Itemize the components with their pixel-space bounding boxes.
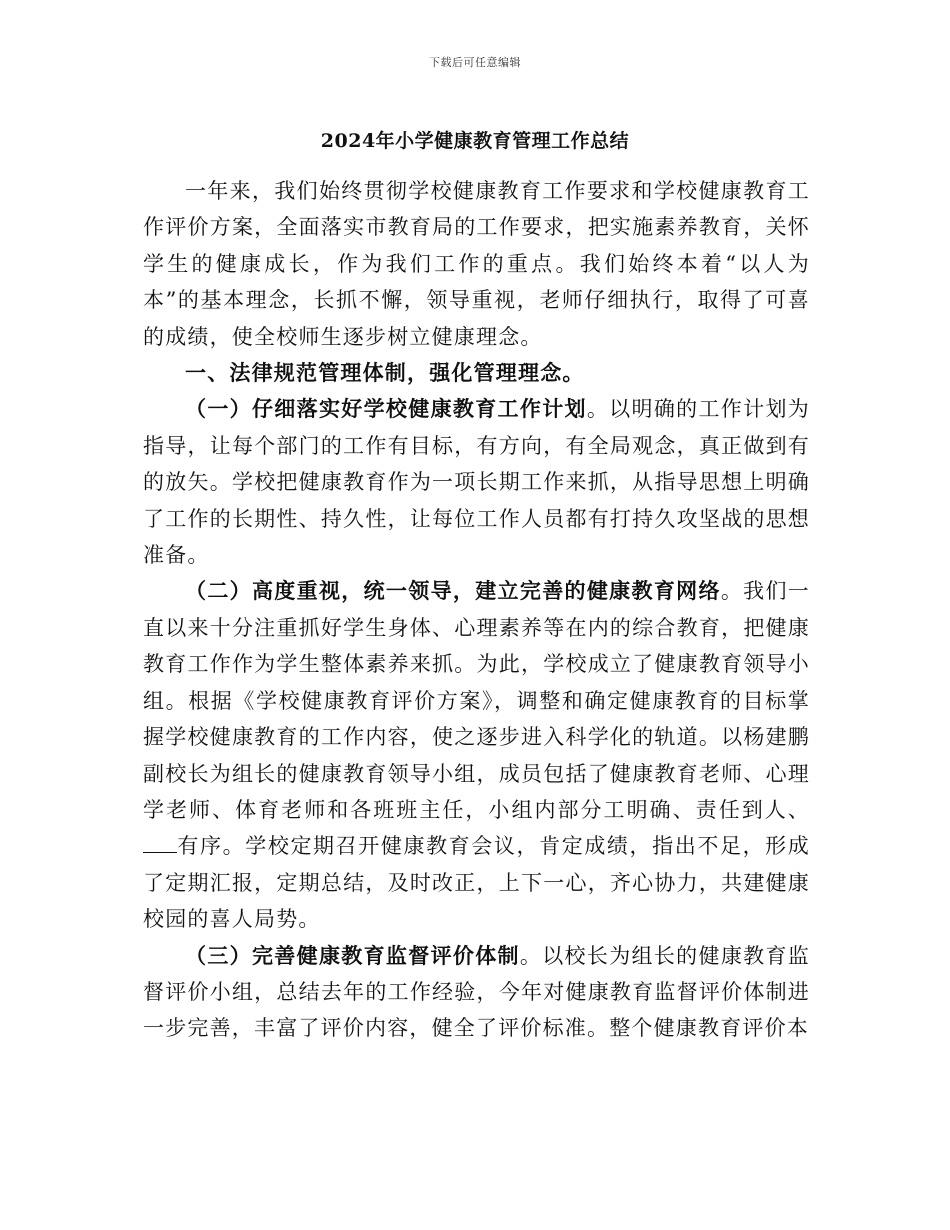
item-3-heading: （三）完善健康教育监督评价体制 (185, 942, 520, 968)
section-1-heading: 一、法律规范管理体制，强化管理理念。 (185, 360, 585, 386)
item-2-paragraph (143, 573, 810, 937)
document-title: 2024年小学健康教育管理工作总结 (320, 130, 630, 152)
item-3-body: 。以校长为组长的健康教育监督评价小组，总结去年的工作经验，今年对健康教育监督评价体制进一步完善，丰富了评价内容，健全了评价标准。整个健康教育评价本 (143, 943, 810, 1041)
item-3-paragraph (143, 938, 810, 1047)
item-1-heading: （一）仔细落实好学校健康教育工作计划 (185, 396, 587, 422)
item-1-body: 。以明确的工作计划为指导，让每个部门的工作有目标，有方向，有全局观念，真正做到有的放矢。学校把健康教育作为一项长期工作来抓，从指导思想上明确了工作的长期性、持久性，让每位工作人员都有打持久攻坚战的思想准备。 (143, 397, 810, 568)
blank-underline (143, 834, 177, 853)
item-2-body-part-2: 有序。学校定期召开健康教育会议，肯定成绩，指出不足，形成了定期汇报，定期总结，及时改正，上下一心，齐心协力，共建健康校园的喜人局势。 (143, 834, 810, 932)
item-2-heading: （二）高度重视，统一领导，建立完善的健康教育网络 (185, 578, 721, 604)
item-1-paragraph (143, 391, 810, 573)
document-body (143, 173, 810, 1047)
item-2-body-part-1: 。我们一直以来十分注重抓好学生身体、心理素养等在内的综合教育，把健康教育工作作为学生整体素养来抓。为此，学校成立了健康教育领导小组。根据《学校健康教育评价方案》，调整和确定健康教育的目标掌握学校健康教育的工作内容，使之逐步进入科学化的轨道。以杨建鹏副校长为组长的健康教育领导小组，成员包括了健康教育老师、心理学老师、体育老师和各班班主任，小组内部分工明确、责任到人、 (143, 579, 810, 822)
intro-paragraph: 一年来，我们始终贯彻学校健康教育工作要求和学校健康教育工作评价方案，全面落实市教育局的工作要求，把实施素养教育，关怀学生的健康成长，作为我们工作的重点。我们始终本着“以人为本”的基本理念，长抓不懈，领导重视，老师仔细执行，取得了可喜的成绩，使全校师生逐步树立健康理念。 (143, 179, 810, 349)
header-note: 下载后可任意编辑 (429, 56, 521, 69)
